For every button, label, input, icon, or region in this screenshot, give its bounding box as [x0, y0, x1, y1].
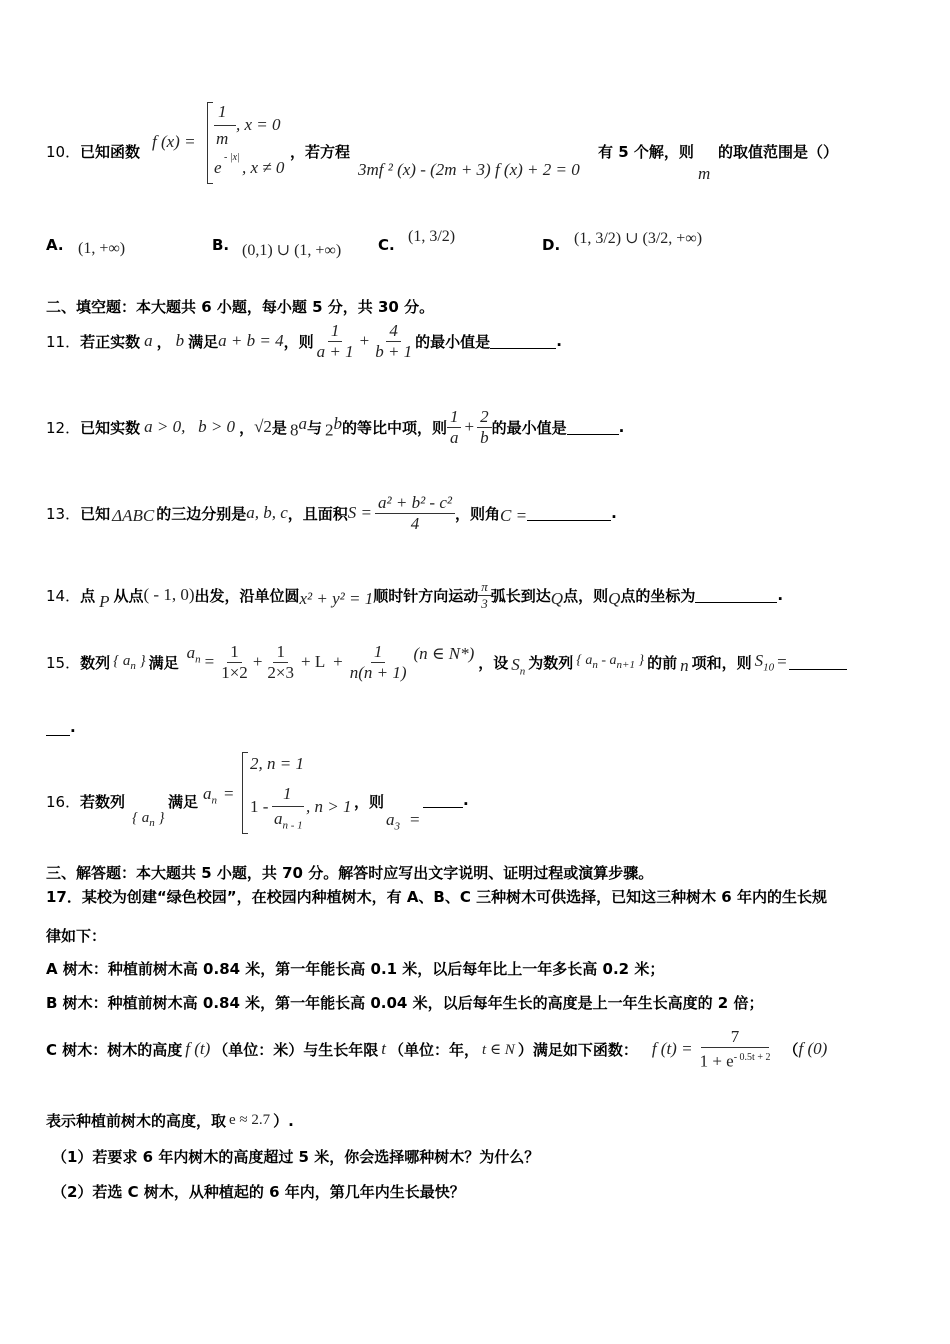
q13-triangle: ΔABC [112, 506, 155, 525]
q10-tail: 有 5 个解，则 [598, 143, 694, 161]
q15-s10-eq: = [777, 652, 787, 671]
q10-option-c-label: C. [378, 236, 395, 254]
q17-subquestion-1: （1）若要求 6 年内树木的高度超过 5 米，你会选择哪种树木？为什么？ [52, 1148, 540, 1166]
q16-a3: a [386, 810, 395, 829]
q17-line-3-text: 表示种植前树木的高度，取 [46, 1112, 227, 1130]
q12-fraction-1: $\frac{1}{a}$ [447, 407, 462, 448]
q13-area-lhs: S = [347, 503, 373, 522]
q10-option-c-value: (1, 3/2) [408, 228, 456, 245]
q16-piecewise-brace [242, 752, 248, 834]
q16-case-2-cond: , n > 1 [306, 797, 352, 816]
q16-an: a [203, 784, 212, 803]
q16-number: 16． [46, 793, 81, 811]
q13-number: 13． [46, 504, 81, 523]
q11-fraction-2: $\frac{4}{b + 1}$ [375, 320, 413, 361]
q16-text: ，则 [354, 793, 385, 811]
question-11 [46, 318, 562, 364]
q13-end: . [611, 504, 617, 522]
q10-var-m: m [698, 164, 711, 183]
q14-point-q: Q [550, 589, 564, 608]
q17-t-in-n: t ∈ N [482, 1041, 515, 1058]
q13-text: ，则角 [454, 504, 500, 523]
section-2-heading: 二、填空题：本大题共 6 小题，每小题 5 分，共 30 分。 [46, 298, 435, 316]
q16-text: 满足 [168, 793, 199, 811]
q17-tree-c-text: ）满足如下函数： [517, 1040, 638, 1059]
q14-answer-blank [695, 588, 777, 603]
q12-text: 的最小值是 [491, 418, 567, 437]
q15-text: 项和，则 [691, 653, 752, 672]
q11-text: 若正实数 [80, 332, 141, 351]
q15-text: 为数列 [528, 653, 574, 672]
q15-domain: (n ∈ N*) [413, 644, 475, 663]
q15-text: 满足 [148, 653, 179, 672]
q10-option-b-value: (0,1) ∪ (1, +∞) [242, 242, 342, 259]
q10-case2-expr: e [214, 158, 222, 177]
q12-power-2-base: 2 [324, 420, 334, 440]
q10-tail2: 的取值范围是（） [718, 143, 839, 161]
q16-seq: { a [132, 810, 150, 826]
q14-text: 点 [80, 586, 96, 605]
q13-text: ，且面积 [287, 504, 348, 523]
q12-power-1-base: 8 [289, 420, 299, 440]
q12-power-1-exp: a [298, 413, 307, 433]
q17-t: t [381, 1039, 387, 1058]
q12-end: . [618, 418, 625, 436]
q11-end: . [556, 332, 562, 350]
q17-line-3 [46, 1110, 294, 1131]
q16-case-2-den: a [274, 809, 283, 828]
question-14 [46, 572, 783, 618]
q12-answer-blank [567, 420, 619, 435]
q10-piecewise-brace [207, 102, 213, 184]
q16-case-2-den-sub: n - 1 [282, 819, 303, 832]
q14-start-point: ( - 1, 0) [143, 585, 195, 604]
q15-text: 的前 [647, 653, 678, 672]
q11-var-a: a [144, 331, 153, 350]
section-3-heading: 三、解答题：本大题共 5 小题，共 70 分。解答时应写出文字说明、证明过程或演算步骤。 [46, 864, 654, 882]
q15-answer-blank-cont [46, 721, 70, 736]
q12-text: 与 [306, 418, 322, 437]
q15-fraction-1: $\frac{1}{1\times 2}$ [221, 641, 248, 682]
q17-tree-b: B 树木：种植前树木高 0.84 米，第一年能长高 0.04 米，以后每年生长的高度是上一年生长高度的 2 倍； [46, 994, 764, 1012]
q17-subquestion-2: （2）若选 C 树木，从种植起的 6 年内，第几年内生长最快？ [52, 1183, 465, 1201]
q14-point-q: Q [608, 589, 621, 608]
q17-e-approx: e ≈ 2.7 [229, 1112, 271, 1128]
q14-arc-fraction: $\frac{\pi}{3}$ [478, 579, 491, 612]
q17-line-2: 律如下： [46, 927, 107, 945]
q11-var-b: b [175, 331, 185, 350]
q16-seq-sub: n [149, 817, 155, 829]
q15-s: S [511, 654, 520, 674]
q14-number: 14． [46, 586, 81, 605]
q10-case2-cond: , x ≠ 0 [242, 158, 285, 177]
q12-text: 的等比中项，则 [341, 418, 447, 437]
question-12 [46, 404, 624, 450]
q17-func-lhs: f (t) = [651, 1039, 693, 1058]
q10-option-d-label: D. [542, 236, 561, 254]
q11-condition: a + b = 4 [218, 331, 284, 350]
q14-end: . [777, 586, 784, 604]
q17-tree-c-text: C 树木：树木的高度 [46, 1040, 183, 1059]
q10-option-d-value: (1, 3/2) ∪ (3/2, +∞) [574, 230, 703, 247]
q16-case-1: 2, n = 1 [250, 754, 304, 773]
q12-sqrt: √2 [254, 417, 272, 436]
q15-seq: { a [113, 652, 131, 669]
q13-sides: a, b, c [246, 503, 288, 522]
q15-an: a [186, 642, 196, 662]
q10-case1-den: m [216, 129, 229, 148]
q17-func-fraction: $\frac{7}{1 + e^{- 0.5t + 2}}$ [699, 1026, 771, 1071]
q12-fraction-2: $\frac{2}{b}$ [477, 407, 492, 448]
q10-option-a-value: (1, +∞) [78, 240, 126, 257]
q15-answer-blank [789, 655, 847, 670]
q16-text: 若数列 [80, 793, 126, 811]
q16-eq: = [224, 784, 234, 803]
q15-seq2: { a [576, 653, 593, 669]
q11-sep: ， [156, 332, 172, 351]
q12-plus: + [464, 417, 475, 436]
q17-line-1: 17．某校为创建“绿色校园”，在校园内种植树木，有 A、B、C 三种树木可供选择，已知这三种树木 6 年内的生长规 [46, 888, 827, 906]
q15-continuation [46, 718, 76, 736]
q15-eq: = [204, 652, 215, 671]
q11-text: 的最小值是 [415, 332, 491, 351]
q12-condition: a > 0, b > 0 [144, 417, 236, 436]
q12-number: 12． [46, 418, 81, 437]
q15-s10: S [754, 650, 764, 670]
q11-text: 满足 [188, 332, 219, 351]
q17-tree-c-text: （单位：年， [389, 1040, 480, 1059]
q13-text: 的三边分别是 [156, 504, 247, 523]
question-13 [46, 490, 617, 536]
q10-func-lhs: f (x) = [152, 132, 196, 151]
q12-text: 已知实数 [80, 418, 141, 437]
q16-case-2-lead: 1 - [250, 797, 269, 816]
q12-power-2-exp: b [333, 413, 342, 433]
q10-equation: 3mf ² (x) - (2m + 3) f (x) + 2 = 0 [358, 160, 580, 179]
q14-text: 点，则 [563, 586, 609, 605]
q16-an-sub: n [211, 794, 217, 807]
q16-a3-sub: 3 [394, 820, 400, 833]
q10-lead: 已知函数 [80, 143, 141, 161]
q15-n: n [680, 656, 689, 675]
q17-paren: （ [783, 1040, 799, 1059]
q12-text: 是 [271, 418, 287, 437]
q16-answer-blank [423, 793, 463, 808]
q10-case1-num: 1 [218, 102, 227, 121]
q15-seq-sub: n [130, 659, 136, 672]
q11-fraction-1: $\frac{1}{a + 1}$ [316, 320, 354, 361]
q11-plus: + [359, 331, 370, 350]
q15-fraction-3: $\frac{1}{n(n + 1)}$ [349, 641, 407, 682]
q15-end: . [70, 718, 76, 736]
q14-text: 顺时针方向运动 [373, 586, 479, 605]
q15-fraction-2: $\frac{1}{2\times 3}$ [267, 641, 294, 682]
q14-text: 弧长到达 [490, 586, 551, 605]
q15-seq2-mid: - a [601, 653, 617, 669]
q10-case1-bar [214, 125, 236, 126]
q15-ellipsis: + L + [301, 652, 343, 671]
q14-point-p: P [99, 592, 110, 611]
q10-case1-cond: , x = 0 [236, 115, 281, 134]
q11-number: 11． [46, 332, 81, 351]
q17-line-3-end: ）. [273, 1112, 294, 1130]
q16-case-2-num: 1 [283, 784, 292, 803]
q10-number: 10． [46, 143, 81, 161]
q15-text: 数列 [80, 653, 111, 672]
q16-end: . [463, 791, 469, 809]
q11-answer-blank [490, 334, 556, 349]
q15-s-sub: n [519, 665, 526, 678]
q13-answer-blank [527, 506, 611, 521]
q10-option-b-label: B. [212, 236, 230, 254]
q16-case-2-bar [272, 806, 304, 807]
q14-text: 出发，沿单位圆 [194, 586, 300, 605]
q11-text: ，则 [283, 332, 314, 351]
q15-number: 15． [46, 653, 81, 672]
q17-tree-c [46, 1024, 827, 1074]
q17-tree-a: A 树木：种植前树木高 0.84 米，第一年能长高 0.1 米，以后每年比上一年多长高 0.2 米； [46, 960, 665, 978]
q17-tree-c-text: （单位：米）与生长年限 [213, 1040, 379, 1059]
q12-text: ， [239, 418, 255, 437]
q13-text: 已知 [80, 504, 111, 523]
question-15: 15． 数列 { $a_n$ } 满足 $a_n$ = $\frac{1}{1\times 2}$ + $\frac{1}{2\times 3}$ + L + $\frac{1}{n(n + 1)}$ (n ∈ N*) ，设 $S_n$ 为数列 { $a_n - a_{n+1}$ } 的前 n 项和，则 $S_{10}$ = [46, 630, 847, 694]
q15-an-sub: n [195, 653, 201, 666]
q15-s10-sub: 10 [763, 661, 775, 674]
q17-ft: f (t) [185, 1039, 211, 1058]
q13-area-fraction: $\frac{\text{a² + b² - c²}}{4}$ [375, 493, 455, 534]
q10-case2-exp: - |x| [224, 152, 240, 163]
q10-mid: ，若方程 [290, 143, 351, 161]
q14-circle: x² + y² = 1 [299, 589, 374, 608]
q14-text: 点的坐标为 [620, 586, 696, 605]
q16-a3-eq: = [410, 810, 420, 829]
q13-angle-c: C = [500, 506, 528, 525]
q17-f0: f (0) [798, 1039, 828, 1058]
q14-text: 从点 [113, 586, 144, 605]
q10-option-a-label: A. [46, 236, 64, 254]
q15-text: ，设 [478, 653, 509, 672]
